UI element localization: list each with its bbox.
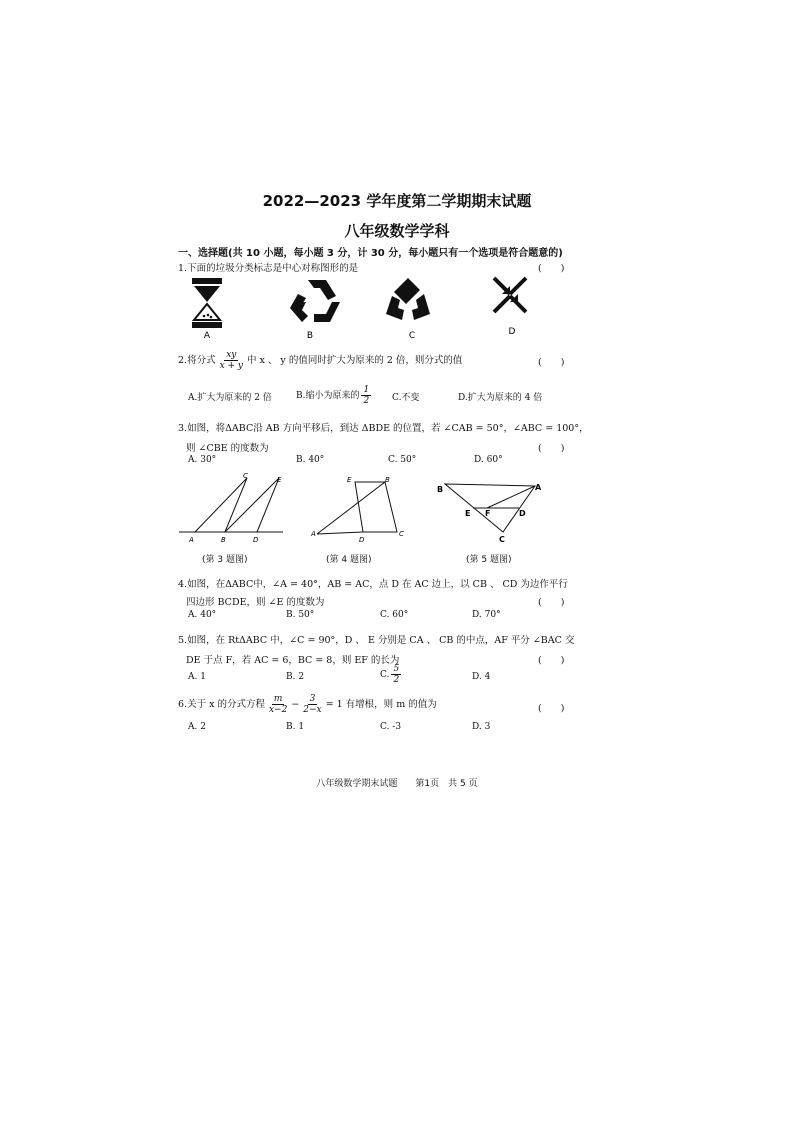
q1-label-d: D <box>508 327 516 337</box>
q6-post: = 1 有增根，则 m 的值为 <box>325 699 437 710</box>
q6-pre: 6.关于 x 的分式方程 <box>178 699 265 710</box>
f4-label-e: E <box>347 476 352 484</box>
q5-line2: DE 于点 F，若 AC = 6，BC = 8，则 EF 的长为 <box>186 655 400 666</box>
q3-option-b: B. 40° <box>296 455 325 465</box>
f5-label-e: E <box>465 509 471 518</box>
q3-answer-paren: ( ) <box>538 443 565 454</box>
q3-line2: 则 ∠CBE 的度数为 <box>186 443 269 454</box>
q5-optc-den: 2 <box>393 675 400 685</box>
f3-label-c: C <box>243 472 248 480</box>
q2-option-b <box>296 385 373 406</box>
q6-frac1-num: m <box>273 694 283 704</box>
q5-option-d: D. 4 <box>472 672 491 682</box>
q5-answer-paren: ( ) <box>538 655 565 666</box>
q1-answer-paren: ( ) <box>538 263 565 274</box>
figure-3-caption: (第 3 题图) <box>202 555 248 565</box>
q3-option-a: A. 30° <box>188 455 217 465</box>
page-footer: 八年级数学期末试题 第1页 共 5 页 <box>316 779 478 789</box>
symbol-c-icon <box>386 278 430 320</box>
q5-option-b: B. 2 <box>286 672 305 682</box>
q2-option-c: C.不变 <box>392 393 420 403</box>
q2-frac-den: x + y <box>219 361 244 371</box>
f5-label-b: B <box>437 485 444 494</box>
f5-label-f: F <box>485 509 491 518</box>
exam-subject: 八年级数学学科 <box>344 222 450 240</box>
figure-5-caption: (第 5 题图) <box>466 555 512 565</box>
q4-option-a: A. 40° <box>188 610 217 620</box>
f3-label-e: E <box>277 476 282 484</box>
q2-post: 中 x 、 y 的值同时扩大为原来的 2 倍，则分式的值 <box>247 355 463 366</box>
q6-frac-1 <box>267 694 289 715</box>
q6-option-c: C. -3 <box>380 722 402 732</box>
q6-frac-2 <box>301 694 323 715</box>
figure-5 <box>445 484 535 532</box>
f4-label-b: B <box>385 476 390 484</box>
figure-4 <box>317 482 397 534</box>
q2-pre: 2.将分式 <box>178 355 216 366</box>
f5-label-c: C <box>499 535 505 544</box>
exam-title: 2022—2023 学年度第二学期期末试题 <box>262 192 532 210</box>
q2-fraction <box>218 350 245 371</box>
f4-label-a: A <box>311 530 316 538</box>
figure-4-caption: (第 4 题图) <box>326 555 372 565</box>
f4-label-c: C <box>399 530 404 538</box>
q5-optc-num: 5 <box>393 664 400 674</box>
q2-text <box>178 350 462 371</box>
symbol-a-icon <box>192 278 222 328</box>
section-heading: 一、选择题(共 10 小题，每小题 3 分，计 30 分，每小题只有一个选项是符合题意的) <box>178 248 563 259</box>
q2-optb-num: 1 <box>363 385 370 395</box>
figures-row <box>175 470 555 550</box>
q2-option-a: A.扩大为原来的 2 倍 <box>188 393 272 403</box>
symbol-d-icon <box>494 278 526 312</box>
q4-line1: 4.如图，在ΔABC中，∠A = 40°，AB = AC，点 D 在 AC 边上，以 CB 、 CD 为边作平行 <box>178 579 568 590</box>
q1-label-b: B <box>306 331 314 341</box>
q2-option-d: D.扩大为原来的 4 倍 <box>458 393 543 403</box>
q4-line2: 四边形 BCDE，则 ∠E 的度数为 <box>186 597 325 608</box>
q3-option-c: C. 50° <box>388 455 417 465</box>
q5-option-a: A. 1 <box>188 672 206 682</box>
q1-label-c: C <box>408 331 416 341</box>
q4-option-b: B. 50° <box>286 610 315 620</box>
q6-frac1-den: x−2 <box>268 705 288 715</box>
q5-option-c <box>380 664 403 685</box>
q6-option-b: B. 1 <box>286 722 305 732</box>
q4-answer-paren: ( ) <box>538 597 565 608</box>
q1-text: 1.下面的垃圾分类标志是中心对称图形的是 <box>178 263 359 274</box>
q1-symbols <box>180 272 560 342</box>
q6-frac2-num: 3 <box>309 694 316 704</box>
q2-answer-paren: ( ) <box>538 357 565 368</box>
q6-option-d: D. 3 <box>472 722 491 732</box>
q6-text <box>178 694 437 715</box>
q6-frac2-den: 2−x <box>303 705 322 715</box>
q2-option-b-frac <box>361 385 371 406</box>
f3-label-a: A <box>189 536 194 544</box>
f5-label-a: A <box>535 483 542 492</box>
q4-option-c: C. 60° <box>380 610 409 620</box>
q5-option-c-frac <box>391 664 401 685</box>
q5-option-c-pre: C. <box>380 670 390 680</box>
q4-option-d: D. 70° <box>472 610 501 620</box>
figure-3 <box>179 478 283 532</box>
q3-option-d: D. 60° <box>474 455 503 465</box>
q2-optb-den: 2 <box>363 396 370 406</box>
f3-label-b: B <box>221 536 226 544</box>
q6-answer-paren: ( ) <box>538 703 565 714</box>
q1-label-a: A <box>203 331 211 341</box>
q3-line1: 3.如图，将ΔABC沿 AB 方向平移后，到达 ΔBDE 的位置，若 ∠CAB = 50°，∠ABC = 100°， <box>178 423 589 434</box>
q2-frac-num: xy <box>226 350 237 360</box>
symbol-b-recycle-icon <box>290 280 340 322</box>
f5-label-d: D <box>519 509 526 518</box>
q6-minus: − <box>291 699 300 710</box>
f4-label-d: D <box>359 536 365 544</box>
f3-label-d: D <box>253 536 259 544</box>
q5-line1: 5.如图，在 RtΔABC 中，∠C = 90°，D 、 E 分别是 CA 、 CB 的中点，AF 平分 ∠BAC 交 <box>178 635 575 646</box>
q6-option-a: A. 2 <box>188 722 206 732</box>
q2-option-b-pre: B.缩小为原来的 <box>296 391 360 401</box>
